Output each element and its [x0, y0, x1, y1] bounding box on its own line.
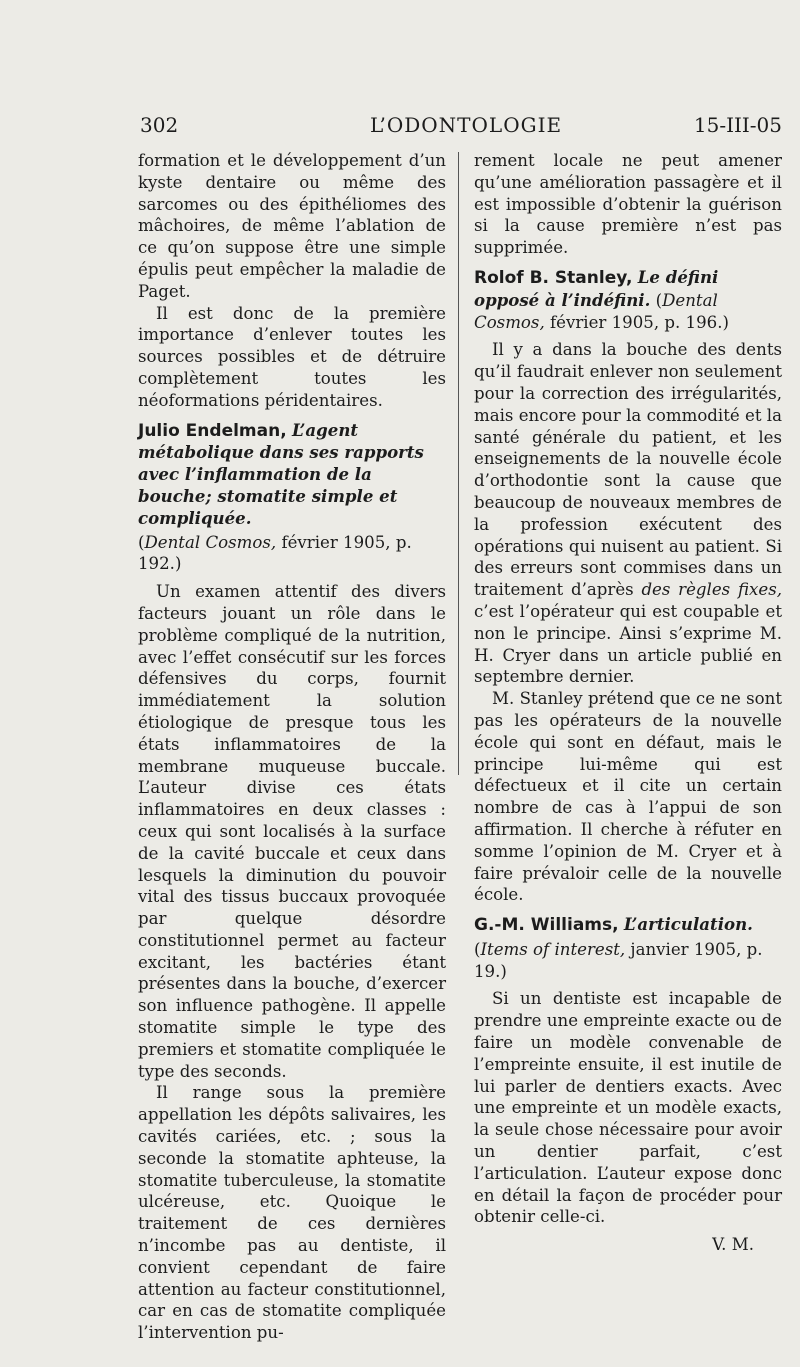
entry-author: Rolof B. Stanley,	[474, 267, 633, 288]
page-number: 302	[140, 113, 179, 137]
running-header	[140, 113, 782, 141]
right-column	[474, 150, 782, 1256]
source-journal: Items of interest,	[480, 939, 626, 959]
paragraph: Il range sous la première appellation les dépôts salivaires, les cavités cariées, etc. ; sous la seconde la stomatite aphteuse, la stomatite tuberculeuse, la stomatite ulcéreuse, etc. Quoique le traitement de ces dernières n’incombe pas au dentiste, il convient cependant de faire attention au facteur constitutionnel, car en cas de stomatite compliquée l’intervention pu-	[138, 1083, 446, 1343]
paragraph: M. Stanley prétend que ce ne sont pas les opérateurs de la nouvelle école qui sont en défaut, mais le principe lui-même qui est défectueux et il cite un certain nombre de cas à l’appui de son affirmation. Il cherche à réfuter en somme l’opinion de M. Cryer et à faire prévaloir celle de la nouvelle école.	[474, 689, 782, 905]
entry-author: G.-M. Williams,	[474, 915, 619, 936]
column-divider	[458, 152, 459, 775]
entry-source: (Dental Cosmos, février 1905, p. 192.)	[138, 532, 412, 574]
review-entry-stanley: Rolof B. Stanley, Le défini opposé à l’indéfini. (Dental Cosmos, février 1905, p. 196.)	[474, 266, 729, 332]
paragraph: rement locale ne peut amener qu’une amélioration passagère et il est impossible d’obtenir la guérison si la cause première n’est pas supprimée.	[474, 151, 782, 258]
entry-author: Julio Endelman,	[138, 420, 287, 441]
source-journal: Dental Cosmos,	[144, 532, 277, 552]
entry-source: (Items of interest, janvier 1905, p. 19.)	[474, 939, 763, 981]
paragraph: Il est donc de la première importance d’enlever toutes les sources possibles et de détruire complètement toutes les néoformations péridentaires.	[138, 303, 446, 410]
left-column	[138, 150, 446, 1344]
entry-title: L’articulation.	[623, 914, 753, 935]
paragraph: Il y a dans la bouche des dents qu’il faudrait enlever non seulement pour la correction des irrégularités, mais encore pour la commodité et la santé générale du patient, et les enseignements de la nouvelle école d’orthodontie sont la cause que beaucoup de nouveaux membres de la profession exécutent des opérations qui nuisent au patient. Si des erreurs sont commises dans un traitement d’après des règles fixes, c’est l’opérateur qui est coupable et non le principe. Ainsi s’exprime M. H. Cryer dans un article publié en septembre dernier.	[474, 340, 782, 687]
entry-title: Le défini opposé à l’indéfini.	[474, 266, 719, 310]
paragraph: Un examen attentif des divers facteurs jouant un rôle dans le problème compliqué de la nutrition, avec l’effet consécutif sur les forces défensives du corps, fournit immédiatement la solution étiologique de presque tous les états inflammatoires de la membrane muqueuse buccale. L’auteur divise ces états inflammatoires en deux classes : ceux qui sont localisés à la surface de la cavité buccale et ceux dans lesquels la diminution du pouvoir vital des tissus buccaux provoquée par quelque désordre constitutionnel permet au facteur excitant, les bactéries étant présentes dans la bouche, d’exercer son influence pathogène. Il appelle stomatite simple le type des premiers et stomatite compliquée le type des seconds.	[138, 582, 446, 1081]
entry-title: L’agent métabolique dans ses rapports avec l’inflammation de la bouche; stomatite simple et compliquée.	[138, 419, 424, 528]
journal-title: L’ODONTOLOGIE	[370, 113, 563, 137]
paragraph: formation et le développement d’un kyste dentaire ou même des sarcomes ou des épithéliomes des mâchoires, de même l’ablation de ce qu’on suppose être une simple épulis peut empêcher la maladie de Paget.	[138, 151, 446, 301]
paragraph: Si un dentiste est incapable de prendre une empreinte exacte ou de faire un modèle convenable de l’empreinte ensuite, il est inutile de lui parler de dentiers exacts. Avec une empreinte et un modèle exacts, la seule chose nécessaire pour avoir un dentier parfait, c’est l’articulation. L’auteur expose donc en détail la façon de procéder pour obtenir celle-ci.	[474, 989, 782, 1227]
source-journal: Dental Cosmos,	[474, 290, 718, 332]
review-entry-williams	[474, 914, 782, 982]
issue-date: 15-III-05	[693, 113, 782, 137]
signature: V. M.	[712, 1235, 754, 1255]
review-entry-endelman	[138, 420, 446, 576]
